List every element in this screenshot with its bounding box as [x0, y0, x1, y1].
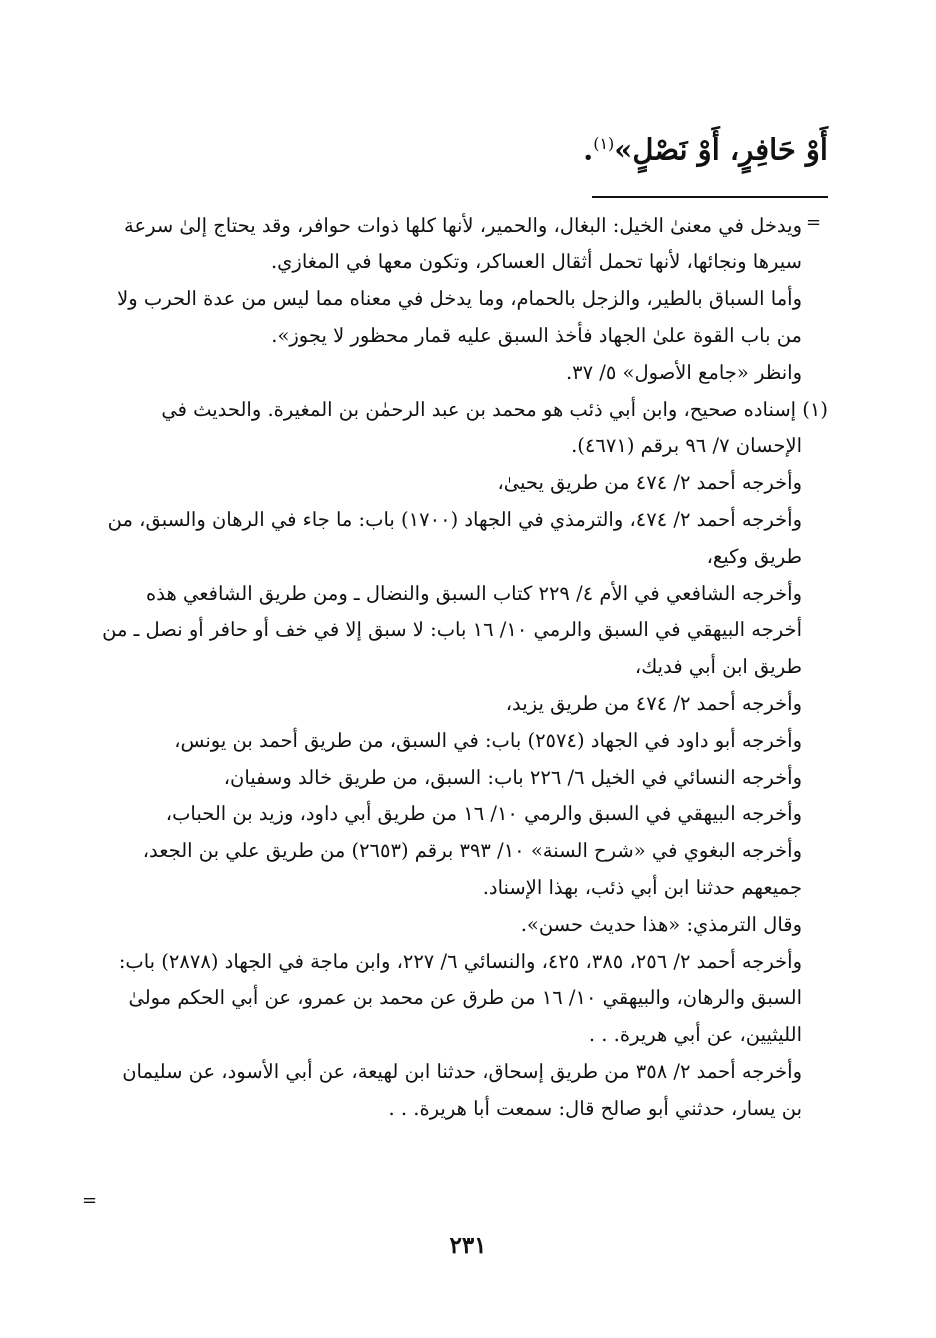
- continued-note-1: ويدخل في معنىٰ الخيل: البغال، والحمير، لأنها كلها ذوات حوافر، وقد يحتاج إلىٰ سرعة سيرها ونجائها، لأنها تحمل أثقال العساكر، وتكون معها في المغازي.: [124, 213, 802, 274]
- footnote-paragraph: وأخرجه أحمد ٢/ ٤٧٤ من طريق يحيىٰ،: [497, 471, 802, 495]
- footnote-paragraph: وقال الترمذي: «هذا حديث حسن».: [520, 912, 802, 936]
- main-text: أَوْ حَافِرٍ، أَوْ نَصْلٍ»$^{(١)}$.: [583, 132, 828, 167]
- continuation-mark: =: [806, 212, 822, 233]
- page-number: ٢٣١: [449, 1232, 487, 1259]
- continued-note-2: وأما السباق بالطير، والزجل بالحمام، وما يدخل في معناه مما ليس من عدة الحرب ولا من باب القوة علىٰ الجهاد فأخذ السبق عليه قمار محظور لا يجوز».: [117, 287, 802, 348]
- footnote-ref: (١): [593, 134, 615, 153]
- footnote-paragraph: وأخرجه أحمد ٢/ ٣٥٨ من طريق إسحاق، حدثنا ابن لهيعة، عن أبي الأسود، عن سليمان بن يسار، حدثني أبو صالح قال: سمعت أبا هريرة. . .: [122, 1059, 802, 1120]
- footnote-separator: [592, 196, 828, 198]
- footnote-1: (١) إسناده صحيح، وابن أبي ذئب هو محمد بن عبد الرحمٰن بن المغيرة. والحديث في الإحسان ٧/ ٩٦ برقم (٤٦٧١).: [161, 397, 828, 458]
- footnotes: [100, 208, 828, 1128]
- footnote-paragraph: وأخرجه أحمد ٢/ ٤٧٤، والترمذي في الجهاد (١٧٠٠) باب: ما جاء في الرهان والسبق، من طريق وكيع،: [107, 508, 802, 568]
- footnote-paragraph: وأخرجه أبو داود في الجهاد (٢٥٧٤) باب: في السبق، من طريق أحمد بن يونس،: [174, 728, 802, 752]
- footnote-paragraph: وأخرجه النسائي في الخيل ٦/ ٢٢٦ باب: السبق، من طريق خالد وسفيان،: [223, 765, 802, 789]
- footnote-paragraph: وأخرجه أحمد ٢/ ٤٧٤ من طريق يزيد،: [505, 692, 802, 716]
- footnote-paragraph: وأخرجه أحمد ٢/ ٢٥٦، ٣٨٥، ٤٢٥، والنسائي ٦/ ٢٢٧، وابن ماجة في الجهاد (٢٨٧٨) باب: السبق والرهان، والبيهقي ١٠/ ١٦ من طرق عن محمد بن عمرو، عن أبي الحكم مولىٰ الليثيين، عن أبي هريرة. . .: [118, 949, 802, 1047]
- footnote-paragraph: وأخرجه البغوي في «شرح السنة» ١٠/ ٣٩٣ برقم (٢٦٥٣) من طريق علي بن الجعد، جميعهم حدثنا ابن أبي ذئب، بهذا الإسناد.: [142, 839, 802, 899]
- footnote-paragraph: وأخرجه البيهقي في السبق والرمي ١٠/ ١٦ من طريق أبي داود، وزيد بن الحباب،: [165, 802, 802, 826]
- continued-note-3: وانظر «جامع الأصول» ٥/ ٣٧.: [565, 360, 802, 384]
- footnote-number: (١): [802, 397, 828, 421]
- page-body: [100, 120, 828, 1128]
- footnote-paragraph: وأخرجه الشافعي في الأم ٤/ ٢٢٩ كتاب السبق والنضال ـ ومن طريق الشافعي هذه أخرجه البيهقي في السبق والرمي ١٠/ ١٦ باب: لا سبق إلا في خف أو حافر أو نصل ـ من طريق ابن أبي فديك،: [102, 581, 802, 679]
- continuation-mark-bottom: =: [82, 1190, 98, 1211]
